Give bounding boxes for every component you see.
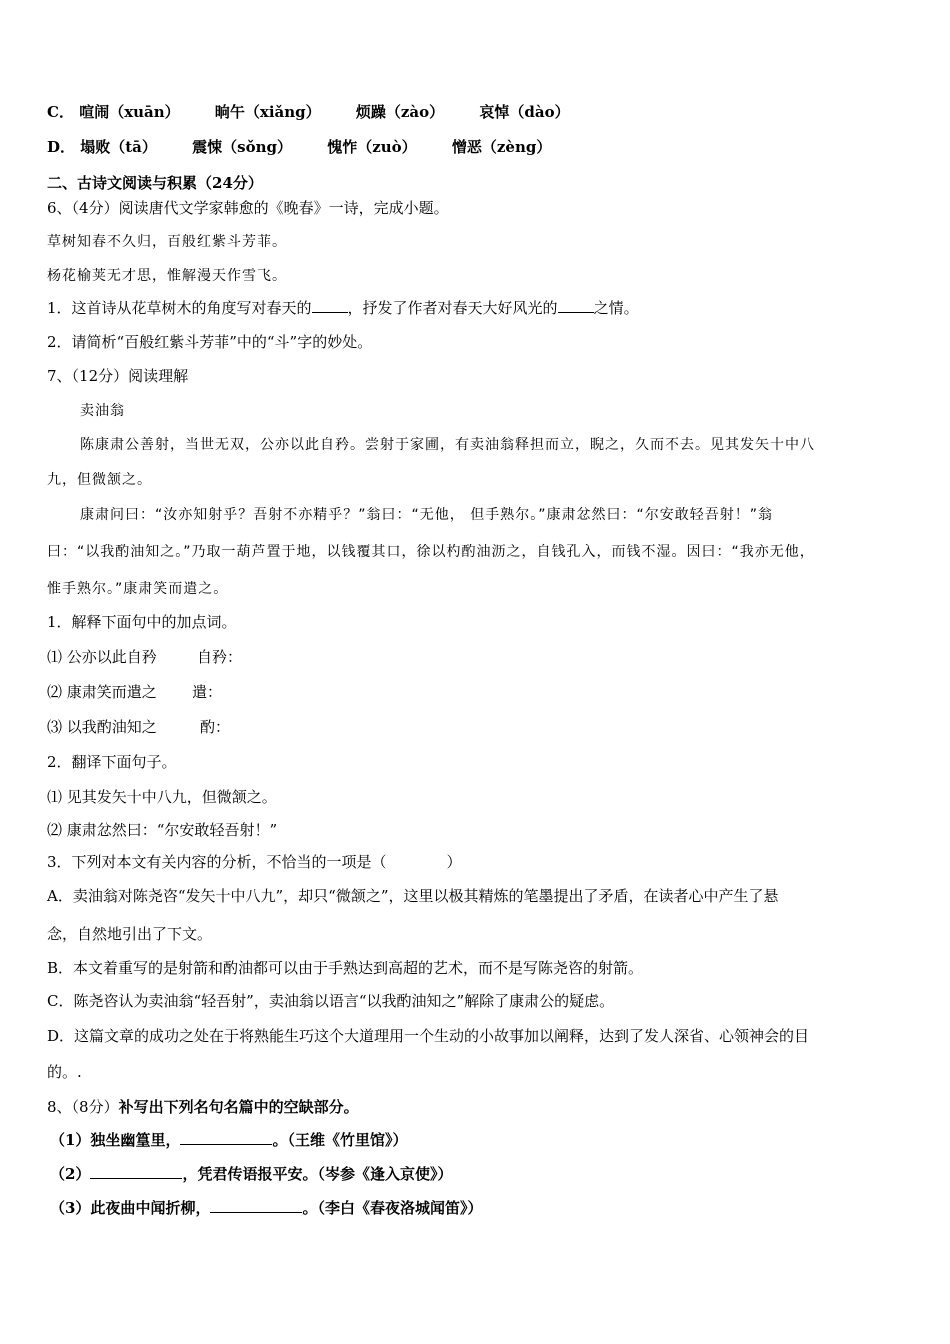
vocab-word: 酌： xyxy=(200,718,231,736)
fill-text: （1）独坐幽篁里， xyxy=(50,1131,181,1149)
option-c-row xyxy=(47,102,600,122)
vocab-item xyxy=(47,717,230,737)
passage-title: 卖油翁 xyxy=(80,403,125,419)
fill-line-1 xyxy=(50,1130,407,1150)
vocab-sentence: ⑴ 公亦以此自矜 xyxy=(47,648,157,666)
q8-score: 8、（8分） xyxy=(47,1098,119,1116)
translate-item: ⑵ 康肃忿然曰：“尔安敢轻吾射！” xyxy=(47,821,278,839)
fill-text: ，凭君传语报平安。（岑参《逢入京使》） xyxy=(182,1165,453,1183)
option-item: 憎恶（zèng） xyxy=(451,138,552,156)
option-item: 愧怍（zuò） xyxy=(327,138,417,156)
passage-line: 曰：“以我酌油知之。”乃取一葫芦置于地，以钱覆其口，徐以杓酌油沥之，自钱孔入，而钱不湿。因曰：“我亦无他， xyxy=(47,544,815,560)
option-item: 震悚（sǒng） xyxy=(192,138,292,156)
answer-blank[interactable] xyxy=(90,1164,182,1179)
option-item: 烦躁（zào） xyxy=(355,103,445,121)
q7-sub3: 3．下列对本文有关内容的分析，不恰当的一项是（ ） xyxy=(47,853,462,871)
choice-d: D．这篇文章的成功之处在于将熟能生巧这个大道理用一个生动的小故事加以阐释，达到了发人深省、心领神会的目 xyxy=(47,1027,810,1045)
answer-blank[interactable] xyxy=(312,298,348,313)
fill-line-3 xyxy=(50,1198,482,1218)
passage-line: 陈康肃公善射，当世无双，公亦以此自矜。尝射于家圃，有卖油翁释担而立，睨之，久而不去。见其发矢十中八 xyxy=(80,437,815,453)
option-d-row xyxy=(47,137,581,157)
poem-line-1: 草树知春不久归，百般红紫斗芳菲。 xyxy=(47,234,287,250)
option-item: 塌败（tā） xyxy=(80,138,157,156)
q7-stem: 7、（12分）阅读理解 xyxy=(47,367,189,385)
q6-sub1-text: 1．这首诗从花草树木的角度写对春天的 xyxy=(47,299,312,317)
fill-text: 。（李白《春夜洛城闻笛》） xyxy=(302,1199,483,1217)
vocab-word: 自矜： xyxy=(197,648,243,666)
choice-c: C．陈尧咨认为卖油翁“轻吾射”，卖油翁以语言“以我酌油知之”解除了康肃公的疑虑。 xyxy=(47,992,615,1010)
poem-line-2: 杨花榆荚无才思，惟解漫天作雪飞。 xyxy=(47,268,287,284)
option-letter: D． xyxy=(47,138,76,156)
answer-blank[interactable] xyxy=(180,1130,272,1145)
vocab-sentence: ⑵ 康肃笑而遣之 xyxy=(47,683,157,701)
fill-text: （2） xyxy=(50,1165,91,1183)
fill-line-2 xyxy=(50,1164,452,1184)
q6-sub1-text: 之情。 xyxy=(593,299,639,317)
fill-text: 。（王维《竹里馆》） xyxy=(272,1131,408,1149)
passage-line: 九，但微颔之。 xyxy=(47,472,152,488)
passage-line: 康肃问曰：“汝亦知射乎？吾射不亦精乎？”翁曰：“无他， 但手熟尔。”康肃忿然曰：“尔安敢轻吾射！”翁 xyxy=(80,507,773,523)
option-item: 晌午（xiǎng） xyxy=(214,103,321,121)
fill-text: （3）此夜曲中闻折柳， xyxy=(50,1199,211,1217)
q6-stem: 6、（4分）阅读唐代文学家韩愈的《晚春》一诗，完成小题。 xyxy=(47,199,449,217)
vocab-word: 遣： xyxy=(192,683,223,701)
choice-a: A．卖油翁对陈尧咨“发矢十中八九”，却只“微颔之”，这里以极其精炼的笔墨提出了矛盾，在读者心中产生了悬 xyxy=(47,887,779,905)
translate-item: ⑴ 见其发矢十中八九，但微颔之。 xyxy=(47,788,277,806)
choice-b: B．本文着重写的是射箭和酌油都可以由于手熟达到高超的艺术，而不是写陈尧咨的射箭。 xyxy=(47,959,644,977)
q7-sub1: 1．解释下面句中的加点词。 xyxy=(47,613,237,631)
q8-instruction: 补写出下列名句名篇中的空缺部分。 xyxy=(118,1098,359,1116)
answer-blank[interactable] xyxy=(210,1198,302,1213)
q7-sub2: 2．翻译下面句子。 xyxy=(47,753,177,771)
q6-sub1 xyxy=(47,298,639,318)
vocab-item xyxy=(47,647,242,667)
passage-line: 惟手熟尔。”康肃笑而遣之。 xyxy=(47,581,229,597)
q8-stem xyxy=(47,1097,359,1117)
choice-d-cont: 的。. xyxy=(47,1063,82,1081)
q6-sub2: 2．请简析“百般红紫斗芳菲”中的“斗”字的妙处。 xyxy=(47,333,373,351)
option-item: 哀悼（dào） xyxy=(479,103,570,121)
choice-a-cont: 念，自然地引出了下文。 xyxy=(47,925,213,943)
vocab-sentence: ⑶ 以我酌油知之 xyxy=(47,718,157,736)
section-heading: 二、古诗文阅读与积累（24分） xyxy=(47,174,263,192)
vocab-item xyxy=(47,682,222,702)
answer-blank[interactable] xyxy=(558,298,594,313)
q6-sub1-text: ，抒发了作者对春天大好风光的 xyxy=(347,299,558,317)
option-item: 喧闹（xuān） xyxy=(79,103,180,121)
option-letter: C． xyxy=(47,103,74,121)
